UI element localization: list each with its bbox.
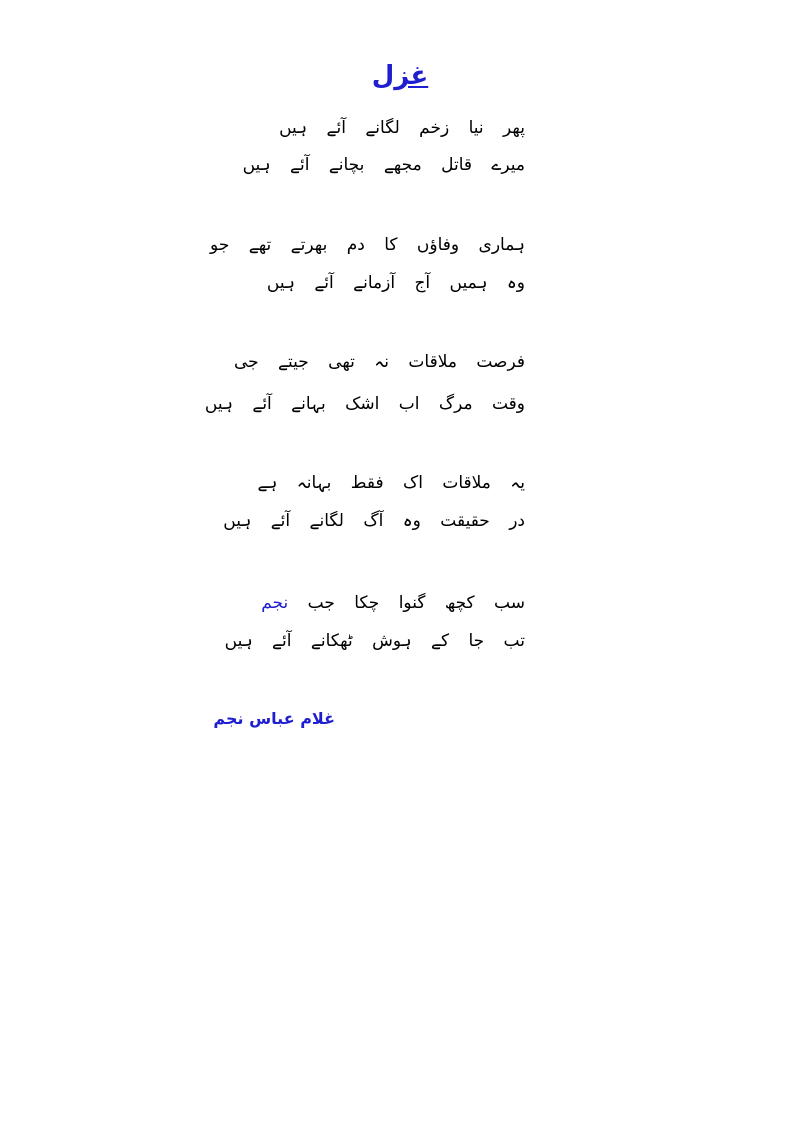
stanza-3-line-1: فرصت ملاقات نہ تھی جیتے جی (233, 352, 525, 372)
pen-name: نجم (261, 593, 289, 613)
stanza-2-line-2: وہ ہمیں آج آزمانے آئے ہیں (266, 273, 525, 293)
stanza-1-line-1: پھر نیا زخم لگانے آئے ہیں (279, 118, 525, 138)
stanza-4-line-1: یہ ملاقات اک فقط بہانہ ہے (257, 473, 525, 493)
poem-title: غزل (371, 61, 429, 91)
stanza-1-line-2: میرے قاتل مجھے بچانے آئے ہیں (242, 155, 525, 175)
stanza-5-line-2: تب جا کے ہوش ٹھکانے آئے ہیں (224, 631, 525, 651)
stanza-5-line-1-text: سب کچھ گنوا چکا جب (307, 593, 525, 613)
stanza-3-line-2: وقت مرگ اب اشک بہانے آئے ہیں (204, 394, 525, 414)
stanza-2-line-1: ہماری وفاؤں کا دم بھرتے تھے جو (210, 235, 525, 255)
author-signature: غلام عباس نجم (213, 709, 335, 728)
stanza-5-line-1 (255, 590, 525, 616)
stanza-4-line-2: در حقیقت وہ آگ لگانے آئے ہیں (223, 511, 525, 531)
